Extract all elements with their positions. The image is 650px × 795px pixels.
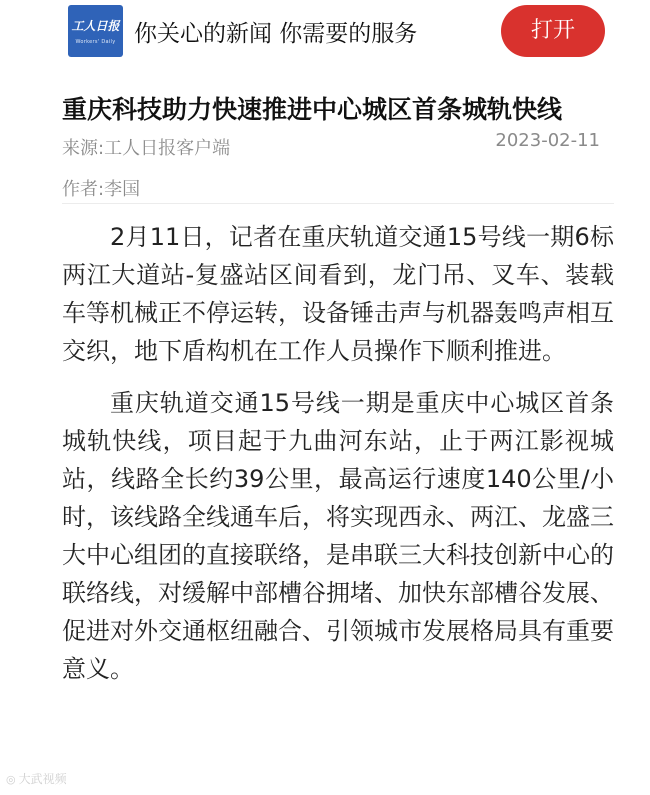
workers-daily-logo[interactable]: [68, 5, 123, 57]
open-app-button[interactable]: 打开: [501, 5, 605, 57]
video-logo-icon: ◎: [6, 773, 16, 786]
article-author: 作者:李国: [62, 179, 141, 200]
article-body: [62, 218, 614, 702]
banner-slogan: 你关心的新闻 你需要的服务: [134, 21, 418, 47]
article-paragraph: 重庆轨道交通15号线一期是重庆中心城区首条城轨快线，项目起于九曲河东站，止于两江影视城站，线路全长约39公里，最高运行速度140公里/小时，该线路全线通车后，将实现西永、两江、龙盛三大中心组团的直接联络，是串联三大科技创新中心的联络线，对缓解中部槽谷拥堵、加快东部槽谷发展、促进对外交通枢纽融合、引领城市发展格局具有重要意义。: [62, 389, 614, 683]
logo-subtext: Workers' Daily: [75, 39, 116, 45]
logo-text: 工人日报: [71, 19, 120, 33]
watermark-text: 大武视频: [18, 772, 67, 786]
video-watermark: [6, 770, 67, 787]
article-paragraph: 2月11日，记者在重庆轨道交通15号线一期6标两江大道站-复盛站区间看到，龙门吊、叉车、装载车等机械正不停运转，设备锤击声与机器轰鸣声相互交织，地下盾构机在工作人员操作下顺利推进。: [62, 223, 614, 365]
app-download-banner: [0, 0, 650, 64]
article-source: 来源:工人日报客户端: [62, 138, 231, 159]
article-title: 重庆科技助力快速推进中心城区首条城轨快线: [62, 95, 563, 124]
article-date: 2023-02-11: [495, 130, 600, 151]
header-divider: [62, 203, 614, 204]
